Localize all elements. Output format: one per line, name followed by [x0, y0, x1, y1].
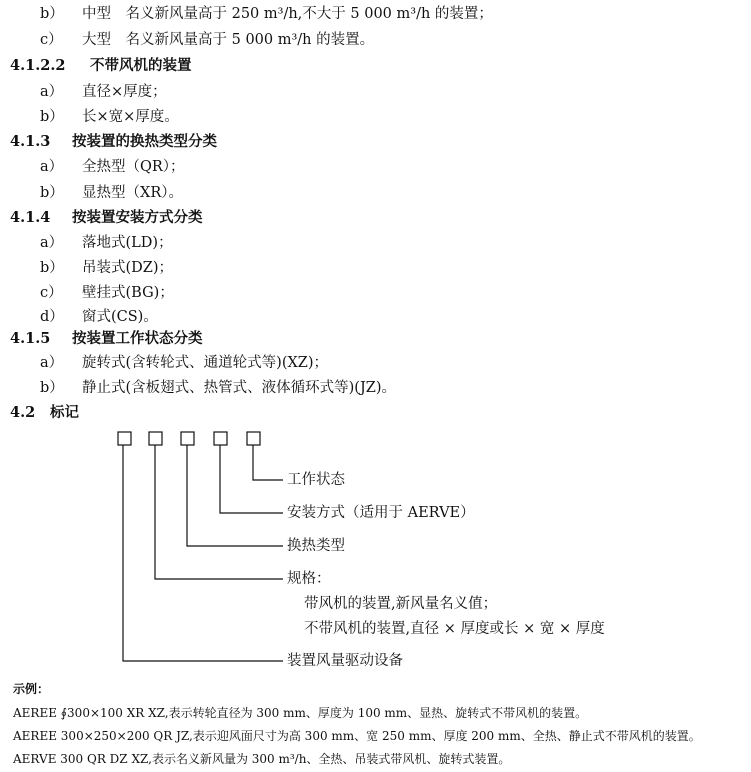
marking-box-4 — [214, 432, 227, 445]
example-item: AERVE 300 QR DZ XZ,表示名义新风量为 300 m³/h、全热、吊装式带风机、旋转式装置。 — [13, 752, 511, 766]
list-item: b） 静止式(含板翅式、热管式、液体循环式等)(JZ)。 — [40, 380, 397, 396]
section-heading: 4.1.2.2 不带风机的装置 — [10, 57, 192, 74]
diagram-label-work-state: 工作状态 — [287, 472, 345, 488]
leader-line-3 — [187, 445, 283, 546]
diagram-label-spec-with-fan: 带风机的装置,新风量名义值； — [304, 596, 498, 612]
marking-box-2 — [149, 432, 162, 445]
diagram-label-spec-without-fan: 不带风机的装置,直径 × 厚度或长 × 宽 × 厚度 — [304, 621, 605, 637]
list-item: c） 壁挂式(BG)； — [40, 285, 174, 301]
list-item: a） 直径×厚度； — [40, 84, 167, 100]
diagram-label-spec: 规格： — [287, 571, 331, 587]
marking-box-1 — [118, 432, 131, 445]
section-heading: 4.1.3 按装置的换热类型分类 — [10, 133, 217, 150]
marking-box-5 — [247, 432, 260, 445]
leader-line-2 — [220, 445, 283, 513]
examples-title: 示例： — [13, 682, 50, 696]
leader-line-1 — [253, 445, 283, 480]
section-heading: 4.1.5 按装置工作状态分类 — [10, 330, 203, 347]
list-item: a） 全热型（QR）； — [40, 159, 185, 175]
list-item: b） 吊装式(DZ)； — [40, 260, 174, 276]
section-heading: 4.1.4 按装置安装方式分类 — [10, 209, 203, 226]
list-item: b） 显热型（XR）。 — [40, 185, 183, 201]
diagram-label-install-mode: 安装方式（适用于 AERVE） — [287, 505, 475, 521]
list-item: b） 中型 名义新风量高于 250 m³/h,不大于 5 000 m³/h 的装置； — [40, 6, 493, 22]
list-item: a） 旋转式(含转轮式、通道轮式等)(XZ)； — [40, 355, 329, 371]
example-item: AEREE 300×250×200 QR JZ,表示迎风面尺寸为高 300 mm、宽 250 mm、厚度 200 mm、全热、静止式不带风机的装置。 — [13, 729, 701, 743]
list-item: c） 大型 名义新风量高于 5 000 m³/h 的装置。 — [40, 32, 375, 48]
list-item: b） 长×宽×厚度。 — [40, 109, 179, 125]
diagram-label-drive-device: 装置风量驱动设备 — [287, 653, 403, 669]
list-item: a） 落地式(LD)； — [40, 235, 173, 251]
example-item: AEREE ∮300×100 XR XZ,表示转轮直径为 300 mm、厚度为 100 mm、显热、旋转式不带风机的装置。 — [13, 706, 588, 720]
diagram-label-heat-exchange-type: 换热类型 — [287, 538, 345, 554]
leader-line-5 — [123, 445, 283, 661]
list-item: d） 窗式(CS)。 — [40, 309, 158, 325]
marking-box-3 — [181, 432, 194, 445]
leader-line-4 — [155, 445, 283, 579]
section-heading: 4.2 标记 — [10, 404, 79, 421]
